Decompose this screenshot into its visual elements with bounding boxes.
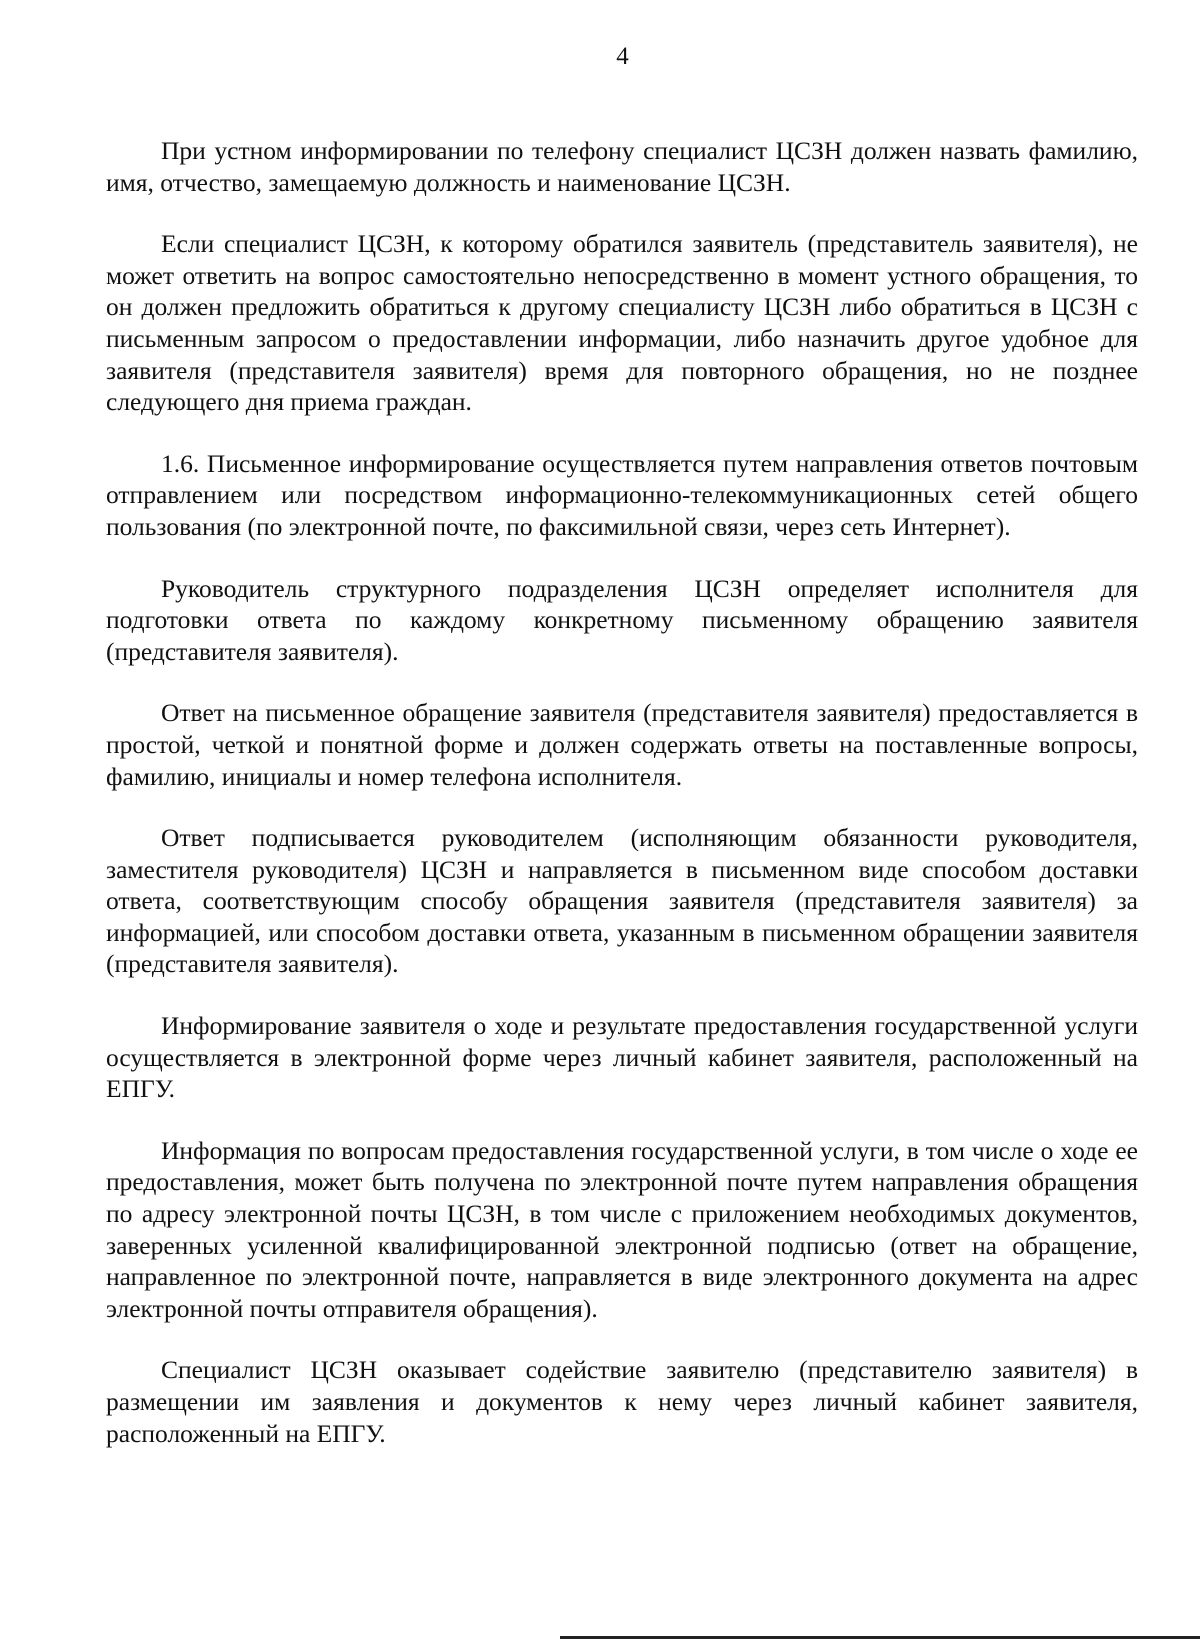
paragraph-specialist-cannot-answer: Если специалист ЦСЗН, к которому обратился заявитель (представитель заявителя), не может ответить на вопрос самостоятельно непосредственно в момент устного обращения, то он должен предложить обратиться к другому специалисту ЦСЗН либо обратиться в ЦСЗН с письменным запросом о предоставлении информации, либо назначить другое удобное для заявителя (представителя заявителя) время для повторного обращения, но не позднее следующего дня приема граждан.	[106, 229, 1138, 417]
scan-edge-line	[560, 1636, 1200, 1639]
paragraph-answer-signing: Ответ подписывается руководителем (исполняющим обязанности руководителя, заместителя руководителя) ЦСЗН и направляется в письменном виде способом доставки ответа, соответствующим способу обращения заявителя (представителя заявителя) за информацией, или способом доставки ответа, указанным в письменном обращении заявителя (представителя заявителя).	[106, 823, 1138, 979]
page-number: 4	[616, 43, 629, 70]
paragraph-email-information: Информация по вопросам предоставления государственной услуги, в том числе о ходе ее предоставления, может быть получена по электронной почте путем направления обращения по адресу электронной почты ЦСЗН, в том числе с приложением необходимых документов, заверенных усиленной квалифицированной электронной подписью (ответ на обращение, направленное по электронной почте, направляется в виде электронного документа на адрес электронной почты отправителя обращения).	[106, 1135, 1138, 1323]
paragraph-answer-form: Ответ на письменное обращение заявителя (представителя заявителя) предоставляется в простой, четкой и понятной форме и должен содержать ответы на поставленные вопросы, фамилию, инициалы и номер телефона исполнителя.	[106, 698, 1138, 791]
paragraph-progress-informing: Информирование заявителя о ходе и результате предоставления государственной услуги осуществляется в электронной форме через личный кабинет заявителя, расположенный на ЕПГУ.	[106, 1011, 1138, 1104]
paragraph-written-informing: 1.6. Письменное информирование осуществляется путем направления ответов почтовым отправлением или посредством информационно-телекоммуникационных сетей общего пользования (по электронной почте, по факсимильной связи, через сеть Интернет).	[106, 448, 1138, 541]
paragraph-epgu-assistance: Специалист ЦСЗН оказывает содействие заявителю (представителю заявителя) в размещении им заявления и документов к нему через личный кабинет заявителя, расположенный на ЕПГУ.	[106, 1355, 1138, 1448]
paragraph-oral-informing: При устном информировании по телефону специалист ЦСЗН должен назвать фамилию, имя, отчество, замещаемую должность и наименование ЦСЗН.	[106, 136, 1138, 197]
document-body	[106, 135, 1138, 1449]
paragraph-executor-assignment: Руководитель структурного подразделения ЦСЗН определяет исполнителя для подготовки ответа по каждому конкретному письменному обращению заявителя (представителя заявителя).	[106, 573, 1138, 666]
